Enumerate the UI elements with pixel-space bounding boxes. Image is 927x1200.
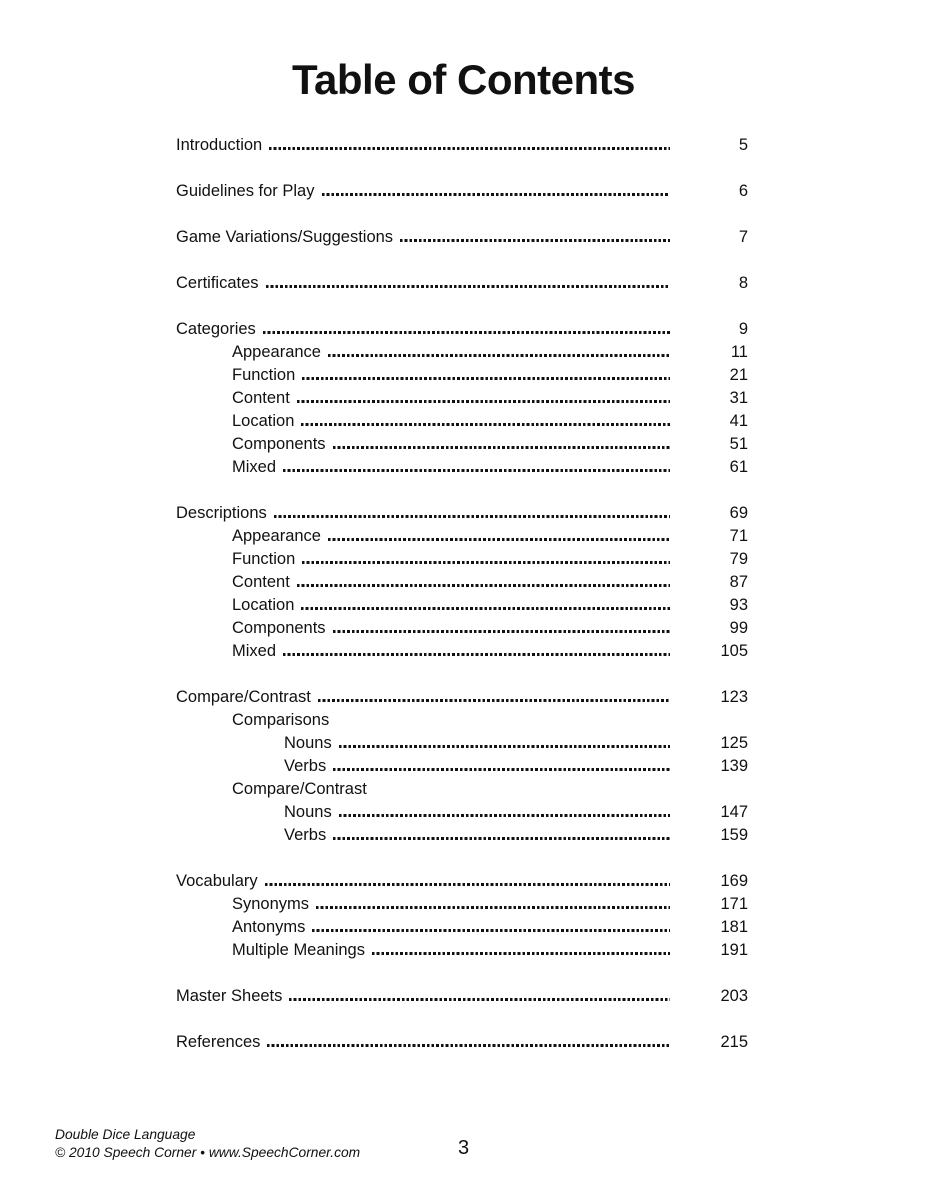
toc-entry-page: 5	[738, 136, 748, 154]
toc-entry	[176, 571, 748, 594]
toc-entry-label: Components	[232, 435, 326, 453]
toc-entry	[176, 640, 748, 663]
toc-entry	[176, 732, 748, 755]
dot-leader	[333, 837, 670, 840]
dot-leader	[283, 653, 670, 656]
toc	[176, 134, 748, 1054]
dot-leader	[263, 331, 670, 334]
dot-leader	[302, 377, 670, 380]
toc-entry-page: 87	[729, 573, 748, 591]
toc-entry-page: 79	[729, 550, 748, 568]
toc-entry-label: Verbs	[284, 826, 327, 844]
toc-entry-page: 11	[730, 343, 748, 361]
toc-entry-page: 69	[729, 504, 748, 522]
dot-leader	[374, 791, 670, 794]
footer-page-number: 3	[457, 1137, 470, 1159]
toc-entry-label: Multiple Meanings	[232, 941, 365, 959]
dot-leader	[289, 998, 670, 1001]
dot-leader	[297, 584, 670, 587]
toc-entry-page: 6	[738, 182, 748, 200]
dot-leader	[339, 745, 670, 748]
dot-leader	[301, 607, 670, 610]
toc-entry	[176, 341, 748, 364]
toc-entry	[176, 594, 748, 617]
toc-entry-label: Game Variations/Suggestions	[176, 228, 394, 246]
dot-leader	[269, 147, 670, 150]
dot-leader	[339, 814, 670, 817]
toc-entry-page: 61	[729, 458, 748, 476]
toc-entry-page: 123	[720, 688, 748, 706]
dot-leader	[297, 400, 670, 403]
toc-entry	[176, 985, 748, 1008]
toc-entry	[176, 801, 748, 824]
toc-entry-label: Synonyms	[232, 895, 310, 913]
toc-entry	[176, 893, 748, 916]
toc-entry	[176, 1031, 748, 1054]
toc-entry-label: Function	[232, 366, 296, 384]
dot-leader	[266, 285, 670, 288]
toc-entry	[176, 410, 748, 433]
toc-entry-label: Descriptions	[176, 504, 267, 522]
toc-entry	[176, 870, 748, 893]
toc-entry-page: 125	[720, 734, 748, 752]
toc-entry-page: 203	[720, 987, 748, 1005]
toc-entry-page: 99	[729, 619, 748, 637]
toc-entry	[176, 502, 748, 525]
dot-leader	[302, 561, 670, 564]
toc-entry-page: 71	[729, 527, 748, 545]
dot-leader	[333, 768, 670, 771]
dot-leader	[301, 423, 670, 426]
toc-entry	[176, 686, 748, 709]
toc-entry-page: 147	[720, 803, 748, 821]
toc-entry	[176, 617, 748, 640]
toc-entry-page: 215	[720, 1033, 748, 1051]
toc-entry-label: Verbs	[284, 757, 327, 775]
toc-entry-label: Antonyms	[232, 918, 306, 936]
toc-entry-page: 31	[729, 389, 748, 407]
toc-entry-label: Nouns	[284, 734, 332, 752]
toc-entry-label: Compare/Contrast	[232, 780, 367, 798]
toc-entry-label: Master Sheets	[176, 987, 283, 1005]
dot-leader	[333, 446, 670, 449]
toc-entry	[176, 272, 748, 295]
toc-entry	[176, 548, 748, 571]
toc-entry	[176, 456, 748, 479]
toc-entry	[176, 939, 748, 962]
toc-entry-page: 105	[720, 642, 748, 660]
dot-leader	[372, 952, 670, 955]
toc-entry-page: 21	[729, 366, 748, 384]
toc-entry-label: Mixed	[232, 458, 277, 476]
toc-entry-label: Components	[232, 619, 326, 637]
toc-entry-label: Vocabulary	[176, 872, 258, 890]
toc-entry	[176, 778, 748, 801]
toc-entry-label: Content	[232, 573, 290, 591]
dot-leader	[274, 515, 670, 518]
toc-entry-label: References	[176, 1033, 261, 1051]
dot-leader	[267, 1044, 670, 1047]
dot-leader	[312, 929, 670, 932]
toc-entry-label: Mixed	[232, 642, 277, 660]
dot-leader	[265, 883, 670, 886]
toc-entry-label: Categories	[176, 320, 256, 338]
toc-entry	[176, 433, 748, 456]
toc-entry-page: 8	[738, 274, 748, 292]
toc-entry-page: 139	[720, 757, 748, 775]
toc-entry-label: Comparisons	[232, 711, 330, 729]
toc-entry-label: Function	[232, 550, 296, 568]
toc-entry-label: Introduction	[176, 136, 263, 154]
dot-leader	[316, 906, 670, 909]
toc-entry-page: 191	[720, 941, 748, 959]
footer-copyright: © 2010 Speech Corner • www.SpeechCorner.com	[55, 1144, 361, 1160]
toc-entry-label: Certificates	[176, 274, 259, 292]
toc-entry-label: Appearance	[232, 343, 321, 361]
toc-entry-page: 51	[729, 435, 748, 453]
toc-entry	[176, 709, 748, 732]
toc-entry	[176, 364, 748, 387]
toc-entry	[176, 387, 748, 410]
dot-leader	[283, 469, 670, 472]
toc-entry-label: Content	[232, 389, 290, 407]
dot-leader	[328, 354, 670, 357]
toc-entry-page: 171	[720, 895, 748, 913]
toc-entry	[176, 134, 748, 157]
toc-entry-page: 169	[720, 872, 748, 890]
page-title: Table of Contents	[291, 56, 636, 103]
toc-entry	[176, 824, 748, 847]
toc-entry-page: 181	[720, 918, 748, 936]
toc-entry-page: 7	[738, 228, 748, 246]
toc-entry	[176, 318, 748, 341]
toc-entry-label: Nouns	[284, 803, 332, 821]
dot-leader	[318, 699, 670, 702]
dot-leader	[333, 630, 670, 633]
toc-entry-page: 41	[729, 412, 748, 430]
toc-entry	[176, 226, 748, 249]
footer-book-title: Double Dice Language	[55, 1127, 196, 1142]
toc-entry	[176, 916, 748, 939]
dot-leader	[336, 722, 670, 725]
toc-entry-label: Location	[232, 412, 295, 430]
toc-entry-page: 159	[720, 826, 748, 844]
toc-entry-label: Compare/Contrast	[176, 688, 311, 706]
toc-entry-label: Appearance	[232, 527, 321, 545]
toc-entry-page: 9	[738, 320, 748, 338]
dot-leader	[328, 538, 670, 541]
toc-entry-page: 93	[729, 596, 748, 614]
toc-entry	[176, 755, 748, 778]
toc-entry-label: Location	[232, 596, 295, 614]
toc-entry	[176, 525, 748, 548]
dot-leader	[400, 239, 670, 242]
toc-entry	[176, 180, 748, 203]
dot-leader	[322, 193, 671, 196]
toc-entry-label: Guidelines for Play	[176, 182, 315, 200]
